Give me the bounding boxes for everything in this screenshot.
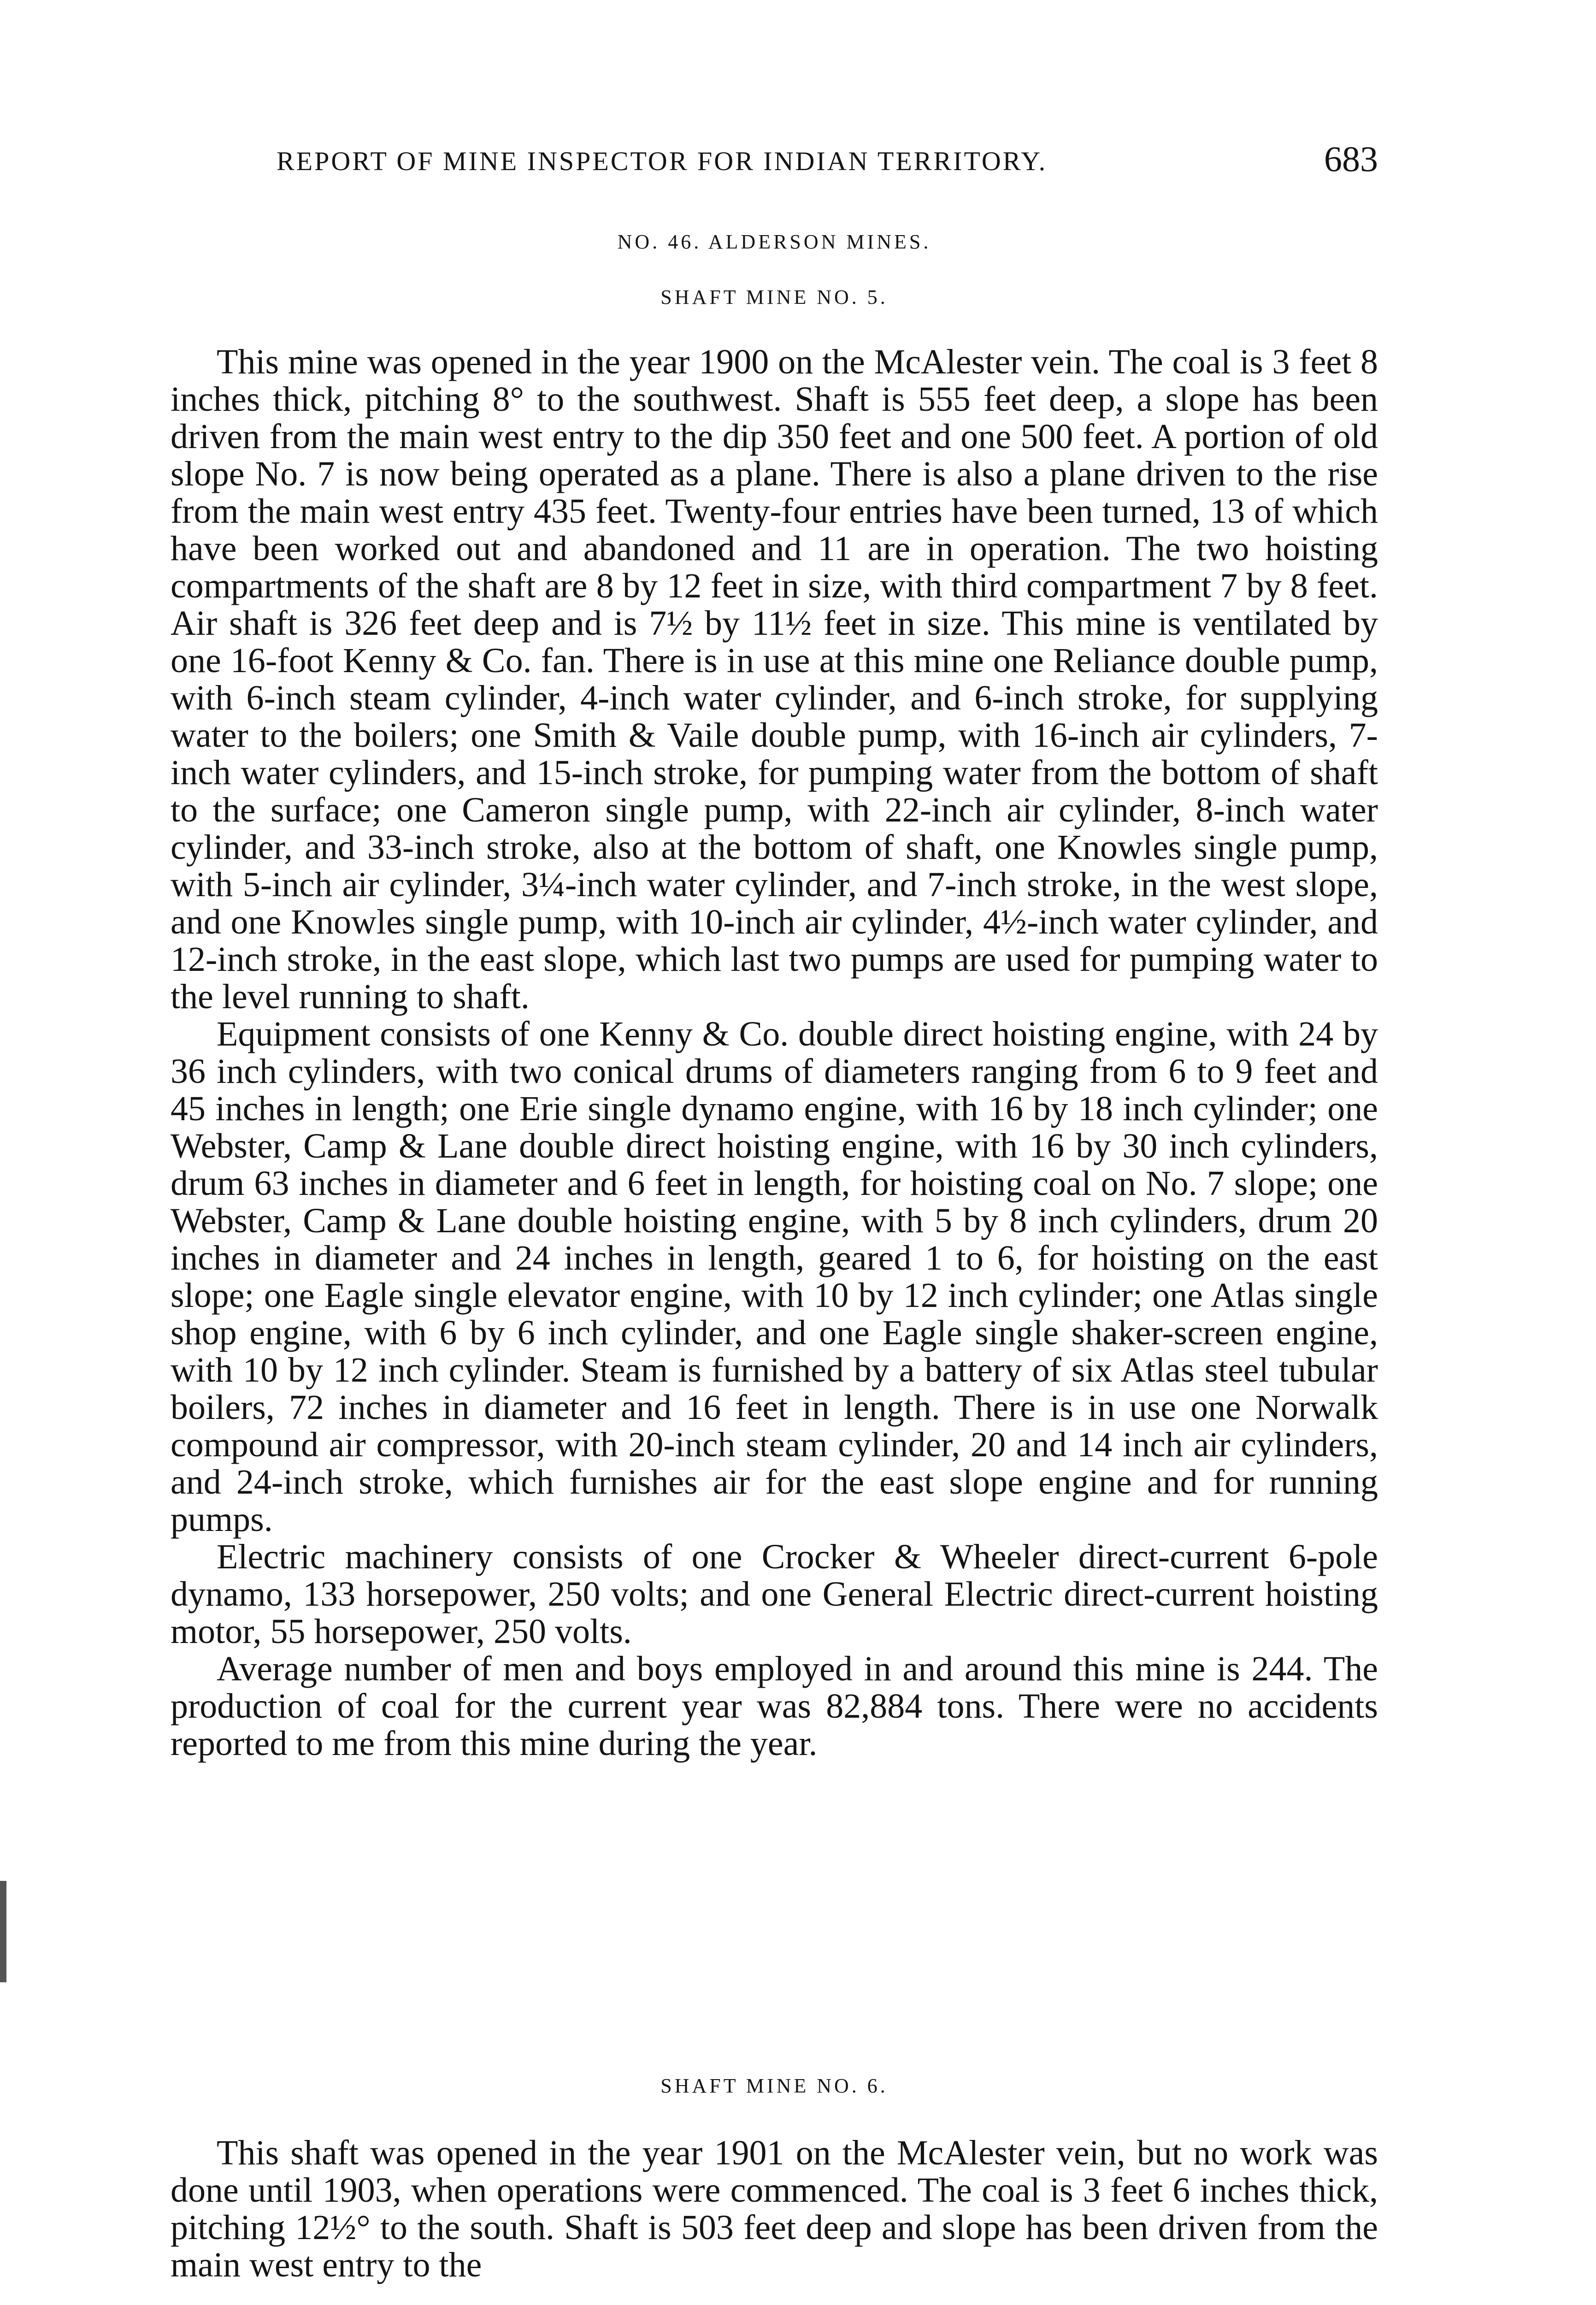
paragraph: Average number of men and boys employed in and around this mine is 244. The production of coal for the current year was 82,884 tons. There were no accidents reported to me from this mine during the year.	[171, 1649, 1378, 1763]
section-title: NO. 46. ALDERSON MINES.	[617, 230, 931, 253]
paragraph: Equipment consists of one Kenny & Co. double direct hoisting engine, with 24 by 36 inch cylinders, with two conical drums of diameters ranging from 6 to 9 feet and 45 inches in length; one Erie single dynamo engine, with 16 by 18 inch cylinder; one Webster, Camp & Lane double direct hoisting engine, with 16 by 30 inch cylinders, drum 63 inches in diameter and 6 feet in length, for hoisting coal on No. 7 slope; one Webster, Camp & Lane double hoisting engine, with 5 by 8 inch cylinders, drum 20 inches in diameter and 24 inches in length, geared 1 to 6, for hoisting on the east slope; one Eagle single elevator engine, with 10 by 12 inch cylinder; one Atlas single shop engine, with 6 by 6 inch cylinder, and one Eagle single shaker-screen engine, with 10 by 12 inch cylinder. Steam is furnished by a battery of six Atlas steel tubular boilers, 72 inches in diameter and 16 feet in length. There is in use one Norwalk compound air compressor, with 20-inch steam cylinder, 20 and 14 inch air cylinders, and 24-inch stroke, which furnishes air for the east slope engine and for running pumps.	[171, 1015, 1378, 1539]
binding-edge-mark	[0, 1881, 6, 1982]
paragraph: This mine was opened in the year 1900 on the McAlester vein. The coal is 3 feet 8 inches thick, pitching 8° to the southwest. Shaft is 555 feet deep, a slope has been driven from the main west entry to the dip 350 feet and one 500 feet. A portion of old slope No. 7 is now being operated as a plane. There is also a plane driven to the rise from the main west entry 435 feet. Twenty-four entries have been turned, 13 of which have been worked out and abandoned and 11 are in operation. The two hoisting compartments of the shaft are 8 by 12 feet in size, with third compartment 7 by 8 feet. Air shaft is 326 feet deep and is 7½ by 11½ feet in size. This mine is ventilated by one 16-foot Kenny & Co. fan. There is in use at this mine one Reliance double pump, with 6-inch steam cylinder, 4-inch water cylinder, and 6-inch stroke, for supplying water to the boilers; one Smith & Vaile double pump, with 16-inch air cylinders, 7-inch water cylinders, and 15-inch stroke, for pumping water from the bottom of shaft to the surface; one Cameron single pump, with 22-inch air cylinder, 8-inch water cylinder, and 33-inch stroke, also at the bottom of shaft, one Knowles single pump, with 5-inch air cylinder, 3¼-inch water cylinder, and 7-inch stroke, in the west slope, and one Knowles single pump, with 10-inch air cylinder, 4½-inch water cylinder, and 12-inch stroke, in the east slope, which last two pumps are used for pumping water to the level running to shaft.	[171, 343, 1378, 1016]
paragraph: This shaft was opened in the year 1901 on the McAlester vein, but no work was done until 1903, when operations were commenced. The coal is 3 feet 6 inches thick, pitching 12½° to the south. Shaft is 503 feet deep and slope has been driven from the main west entry to the	[171, 2134, 1378, 2284]
running-header-title: REPORT OF MINE INSPECTOR FOR INDIAN TERRITORY.	[277, 146, 1048, 176]
subsection-heading-shaft-5: SHAFT MINE NO. 5.	[660, 286, 888, 308]
shaft-5-text	[171, 343, 1378, 1762]
shaft-6-text	[171, 2134, 1378, 2284]
subsection-heading-shaft-6: SHAFT MINE NO. 6.	[660, 2074, 888, 2097]
page-number: 683	[1324, 139, 1378, 179]
paragraph: Electric machinery consists of one Crocker & Wheeler direct-current 6-pole dynamo, 133 horsepower, 250 volts; and one General Electric direct-current hoisting motor, 55 horsepower, 250 volts.	[171, 1537, 1378, 1651]
